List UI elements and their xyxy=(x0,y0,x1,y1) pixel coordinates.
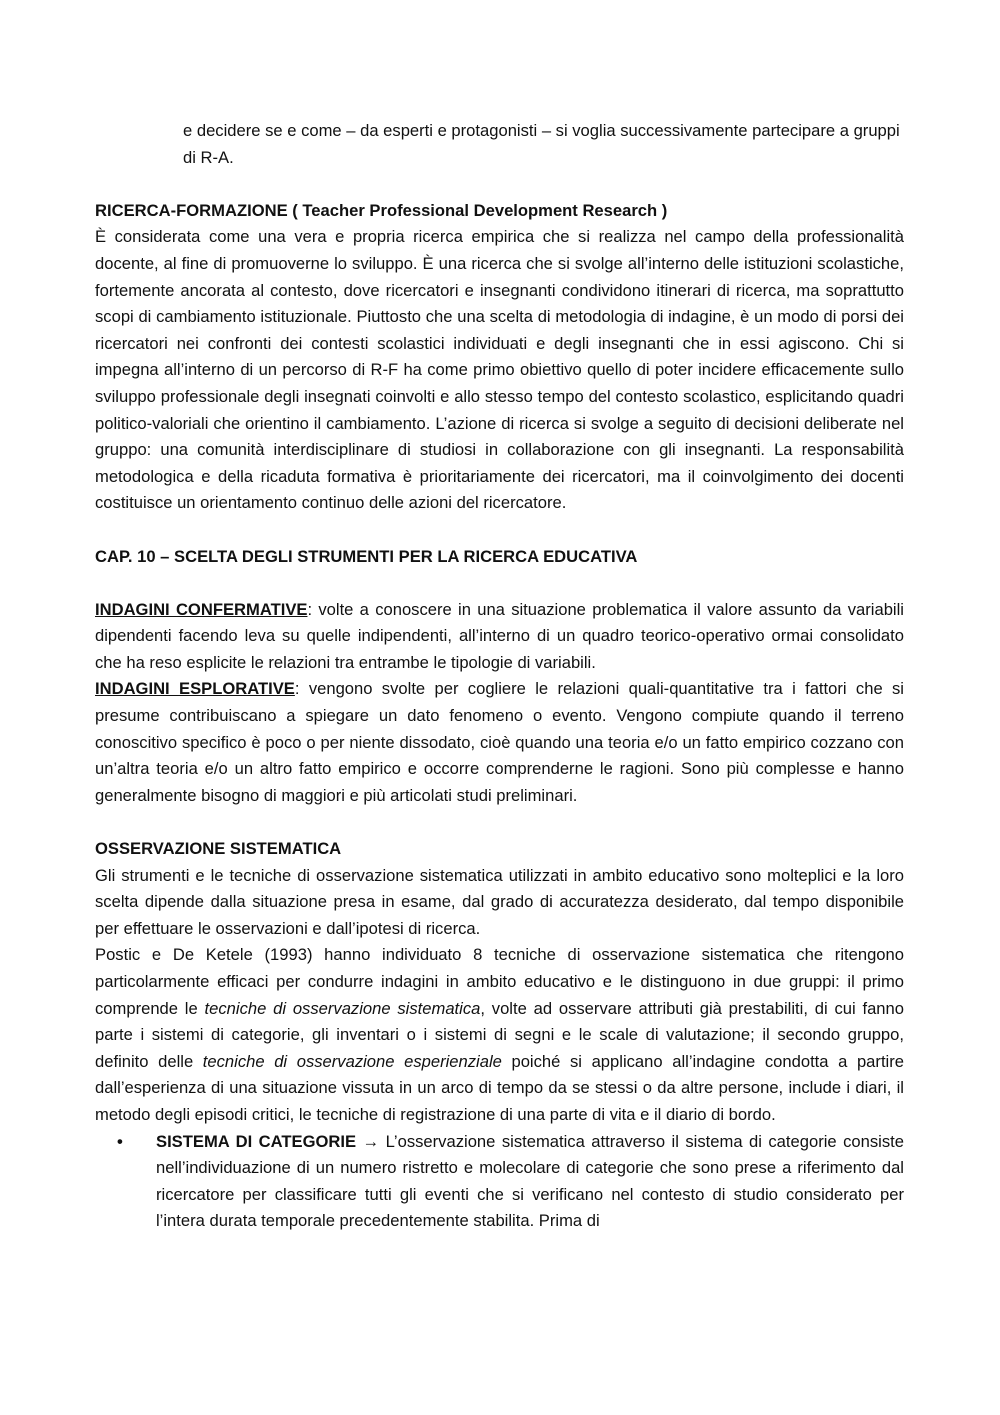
osservazione-paragraph-2 xyxy=(95,942,904,1128)
document-page xyxy=(95,118,904,1235)
indagini-esplorative-term: INDAGINI ESPLORATIVE xyxy=(95,679,295,699)
chapter-heading: CAP. 10 – SCELTA DEGLI STRUMENTI PER LA RICERCA EDUCATIVA xyxy=(95,546,638,566)
bullet-term: SISTEMA DI CATEGORIE xyxy=(156,1131,357,1151)
indagini-confermative-term: INDAGINI CONFERMATIVE xyxy=(95,599,308,619)
section-heading-ricerca-formazione: RICERCA-FORMAZIONE ( Teacher Professional Development Research ) xyxy=(95,200,668,220)
section-heading-osservazione: OSSERVAZIONE SISTEMATICA xyxy=(95,839,342,859)
indagini-esplorative-paragraph xyxy=(95,676,904,809)
para2-text-b: , volte ad osservare attributi già prestabiliti, di cui fanno parte i sistemi di categorie, gli inventari o i sistemi di segni e le scale di valutazione; il secondo gruppo, definito delle xyxy=(95,998,904,1071)
para2-text-c: poiché si applicano all’indagine condotta a partire dall’esperienza di una situazione vissuta in un arco di tempo da se stessi o da altre persone, include i diari, il metodo degli episodi critici, le tecniche di registrazione di una parte di vita e il diario di bordo. xyxy=(95,1051,904,1124)
indagini-confermative-paragraph xyxy=(95,597,904,677)
spacer xyxy=(95,171,904,198)
spacer xyxy=(95,809,904,836)
para2-text-a: Postic e De Ketele (1993) hanno individuato 8 tecniche di osservazione sistematica che ritengono particolarmente efficaci per condurre indagini in ambito educativo e le distinguono in due gruppi: il primo comprende le xyxy=(95,945,904,1018)
indagini-confermative-text: : volte a conoscere in una situazione problematica il valore assunto da variabili dipendenti facendo leva su quelle indipendenti, all’interno di un quadro teorico-operativo ormai consolidato che ha reso esplicite le relazioni tra entrambe le tipologie di variabili. xyxy=(95,599,904,672)
spacer xyxy=(95,570,904,597)
spacer xyxy=(95,517,904,544)
arrow-right-icon: → xyxy=(362,1131,380,1151)
bullet-icon: • xyxy=(117,1131,123,1151)
indagini-esplorative-text: : vengono svolte per cogliere le relazioni quali-quantitative tra i fattori che si presume contribuiscano a spiegare un dato fenomeno o evento. Vengono compiute quando il terreno conoscitivo specifico è poco o per niente dissodato, cioè quando una teoria e/o un fatto empirico cozzano con un’altra teoria e/o un altro fatto empirico e occorre comprenderne le ragioni. Sono più complesse e hanno generalmente bisogno di maggiori e più articolati studi preliminari. xyxy=(95,679,904,805)
bullet-text: L’osservazione sistematica attraverso il sistema di categorie consiste nell’individuazione di un numero ristretto e molecolare di categorie che sono prese a riferimento dal ricercatore per classificare tutti gli eventi che si verificano nel contesto di studio considerato per l’intera durata temporale precedentemente stabilita. Prima di xyxy=(156,1131,904,1231)
osservazione-paragraph-1: Gli strumenti e le tecniche di osservazione sistematica utilizzati in ambito educativo sono molteplici e la loro scelta dipende dalla situazione presa in esame, dal grado di accuratezza desiderato, dal tempo disponibile per effettuare le osservazioni e dall’ipotesi di ricerca. xyxy=(95,865,904,938)
ricerca-formazione-paragraph: È considerata come una vera e propria ricerca empirica che si realizza nel campo della professionalità docente, al fine di promuoverne lo sviluppo. È una ricerca che si svolge all’interno delle istituzioni scolastiche, fortemente ancorata al contesto, dove ricercatori e insegnanti condividono itinerari di ricerca, ma soprattutto scopi di cambiamento istituzionale. Piuttosto che una scelta di metodologia di indagine, è un modo di porsi dei ricercatori nei confronti dei contesti scolastici individuati e degli insegnanti che in essi agiscono. Chi si impegna all’interno di un percorso di R-F ha come primo obiettivo quello di poter incidere efficacemente sullo sviluppo professionale degli insegnati coinvolti e allo stesso tempo del contesto scolastico, esplicitando quadri politico-valoriali che orientino il cambiamento. L’azione di ricerca si svolge a seguito di decisioni deliberate nel gruppo: una comunità interdisciplinare di studiosi in collaborazione con gli insegnanti. La responsabilità metodologica e della ricaduta formativa è prioritariamente dei ricercatori, ma il coinvolgimento dei docenti costituisce un orientamento continuo delle azioni del ricercatore. xyxy=(95,227,904,513)
para2-italic-term-2: tecniche di osservazione esperienziale xyxy=(202,1051,502,1071)
para2-italic-term-1: tecniche di osservazione sistematica xyxy=(204,998,481,1018)
list-item xyxy=(95,1129,904,1235)
continued-paragraph: e decidere se e come – da esperti e protagonisti – si voglia successivamente partecipare a gruppi di R-A. xyxy=(183,121,900,167)
